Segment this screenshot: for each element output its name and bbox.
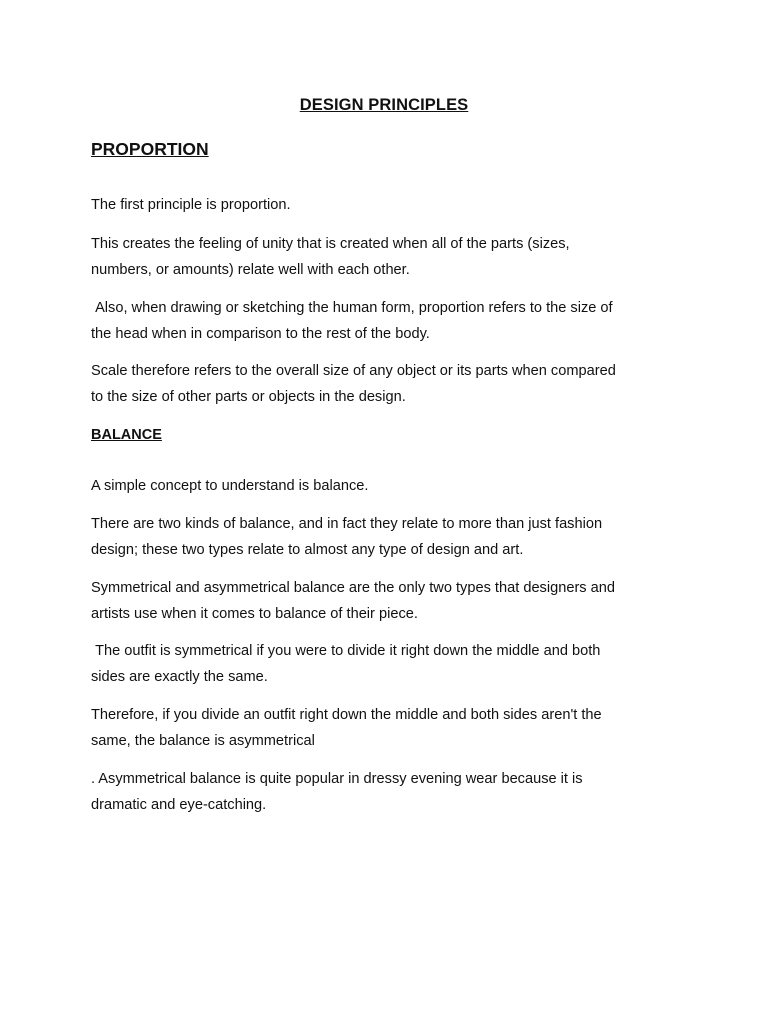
paragraph: A simple concept to understand is balance. [91, 478, 369, 494]
paragraph: Also, when drawing or sketching the human form, proportion refers to the size of the head when in comparison to the rest of the body. [91, 300, 613, 342]
paragraph: The outfit is symmetrical if you were to divide it right down the middle and both sides are exactly the same. [91, 643, 601, 685]
paragraph: The first principle is proportion. [91, 197, 291, 213]
document-title: DESIGN PRINCIPLES [299, 96, 469, 114]
paragraph: Scale therefore refers to the overall size of any object or its parts when compared to the size of other parts or objects in the design. [91, 363, 616, 405]
paragraph: Therefore, if you divide an outfit right down the middle and both sides aren't the same, the balance is asymmetrical [91, 707, 602, 749]
paragraph: This creates the feeling of unity that is created when all of the parts (sizes, numbers, or amounts) relate well with each other. [91, 236, 570, 278]
section-heading-balance: BALANCE [91, 427, 162, 443]
paragraph: There are two kinds of balance, and in fact they relate to more than just fashion design; these two types relate to almost any type of design and art. [91, 516, 603, 558]
section-heading-proportion: PROPORTION [91, 139, 209, 159]
paragraph: Symmetrical and asymmetrical balance are the only two types that designers and artists use when it comes to balance of their piece. [91, 580, 616, 622]
paragraph: . Asymmetrical balance is quite popular in dressy evening wear because it is dramatic and eye-catching. [91, 771, 583, 813]
